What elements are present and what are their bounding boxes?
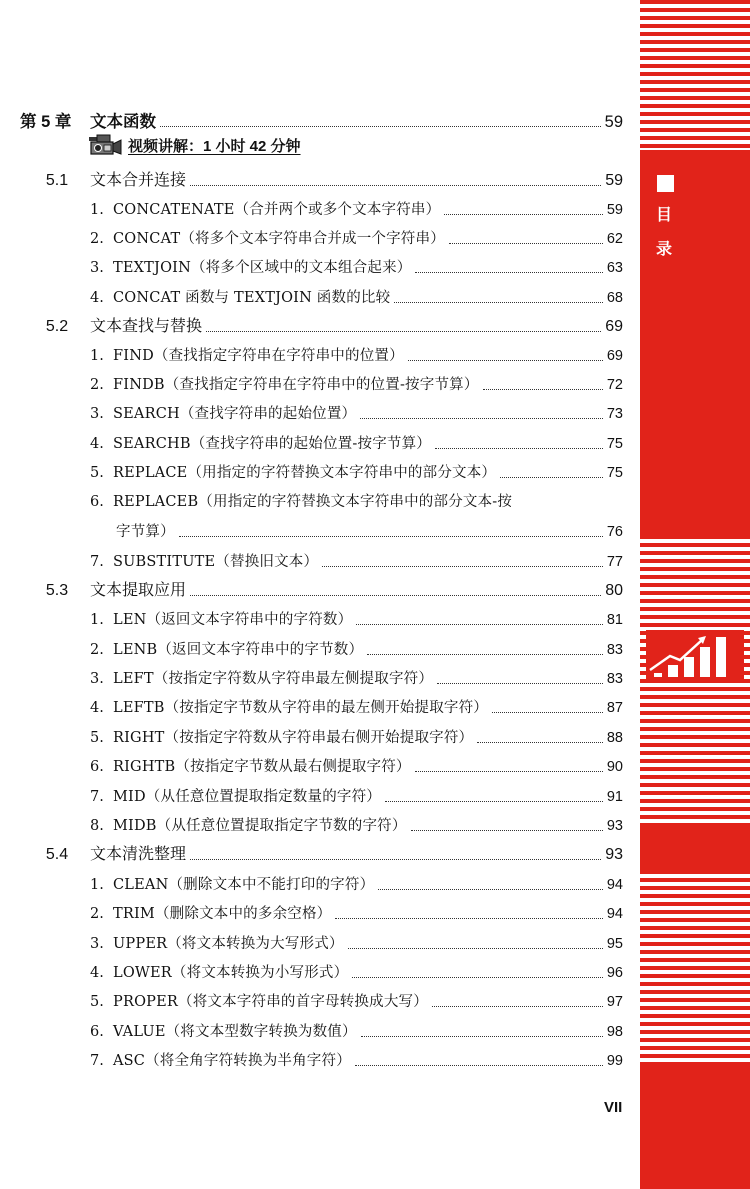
dot-leader bbox=[206, 331, 601, 332]
dot-leader bbox=[367, 654, 603, 655]
dot-leader bbox=[432, 1006, 603, 1007]
entry-title: VALUE（将文本型数字转换为数值） bbox=[113, 1024, 357, 1040]
entry-page: 75 bbox=[606, 465, 623, 481]
entry-page: 94 bbox=[606, 877, 623, 893]
dot-leader bbox=[160, 126, 601, 127]
entry-number: 2. bbox=[90, 231, 104, 247]
toc-entry-continued[interactable] bbox=[20, 518, 623, 542]
entry-title: TRIM（删除文本中的多余空格） bbox=[113, 906, 332, 922]
toc-entry[interactable] bbox=[20, 284, 623, 308]
entry-title: SUBSTITUTE（替换旧文本） bbox=[113, 554, 319, 570]
toc-entry[interactable] bbox=[20, 342, 623, 366]
side-tab-label: 录 bbox=[656, 239, 673, 258]
entry-page: 83 bbox=[606, 642, 623, 658]
entry-page: 95 bbox=[606, 936, 623, 952]
entry-number: 4. bbox=[90, 700, 104, 716]
side-tab-label: 目 bbox=[656, 205, 673, 224]
dot-leader bbox=[492, 712, 603, 713]
entry-title: RIGHTB（按指定字节数从最右侧提取字符） bbox=[113, 759, 411, 775]
entry-number: 1. bbox=[90, 348, 104, 364]
entry-title: LEFT（按指定字符数从字符串最左侧提取字符） bbox=[113, 671, 434, 687]
dot-leader bbox=[190, 185, 601, 186]
toc-entry[interactable] bbox=[20, 900, 623, 924]
entry-title: PROPER（将文本字符串的首字母转换成大写） bbox=[113, 994, 428, 1010]
toc-entry[interactable] bbox=[20, 665, 623, 689]
tab-block bbox=[640, 825, 750, 870]
entry-page: 94 bbox=[606, 906, 623, 922]
entry-title: UPPER（将文本转换为大写形式） bbox=[113, 936, 344, 952]
dot-leader bbox=[483, 389, 603, 390]
dot-leader bbox=[190, 859, 601, 860]
entry-number: 6. bbox=[90, 759, 104, 775]
dot-leader bbox=[394, 302, 603, 303]
toc-entry[interactable] bbox=[20, 400, 623, 424]
toc-entry[interactable] bbox=[20, 988, 623, 1012]
entry-number: 2. bbox=[90, 642, 104, 658]
entry-number: 7. bbox=[90, 789, 104, 805]
section-5-2[interactable] bbox=[20, 313, 623, 337]
entry-number: 3. bbox=[90, 671, 104, 687]
entry-page: 63 bbox=[606, 260, 623, 276]
section-5-3[interactable] bbox=[20, 577, 623, 601]
section-title: 文本提取应用 bbox=[90, 582, 187, 599]
entry-title: SEARCHB（查找字符串的起始位置-按字节算） bbox=[113, 436, 431, 452]
dot-leader bbox=[360, 418, 603, 419]
section-number: 5.4 bbox=[45, 846, 69, 863]
section-number: 5.1 bbox=[45, 172, 69, 189]
entry-title: FINDB（查找指定字符串在字符串中的位置-按字节算） bbox=[113, 377, 479, 393]
toc-entry[interactable] bbox=[20, 753, 623, 777]
entry-page: 99 bbox=[606, 1053, 623, 1069]
entry-title: SEARCH（查找字符串的起始位置） bbox=[113, 406, 357, 422]
toc-entry[interactable] bbox=[20, 1018, 623, 1042]
entry-title: CONCATENATE（合并两个或多个文本字符串） bbox=[113, 202, 441, 218]
entry-page: 59 bbox=[606, 202, 623, 218]
chapter-number: 第 5 章 bbox=[20, 113, 72, 131]
entry-page: 62 bbox=[606, 231, 623, 247]
toc-entry[interactable] bbox=[20, 1047, 623, 1071]
entry-number: 4. bbox=[90, 965, 104, 981]
growth-chart-icon bbox=[646, 630, 744, 682]
entry-page: 97 bbox=[606, 994, 623, 1010]
toc-entry[interactable] bbox=[20, 371, 623, 395]
video-camera-icon bbox=[88, 134, 122, 156]
section-page: 80 bbox=[605, 582, 623, 599]
entry-number: 5. bbox=[90, 994, 104, 1010]
chapter-heading[interactable] bbox=[20, 108, 623, 132]
toc-entry[interactable] bbox=[20, 225, 623, 249]
toc-entry[interactable] bbox=[20, 636, 623, 660]
toc-entry[interactable] bbox=[20, 430, 623, 454]
dot-leader bbox=[415, 771, 603, 772]
entry-number: 6. bbox=[90, 494, 104, 510]
entry-number: 1. bbox=[90, 877, 104, 893]
section-number: 5.2 bbox=[45, 318, 69, 335]
dot-leader bbox=[444, 214, 603, 215]
entry-title: REPLACEB（用指定的字符替换文本字符串中的部分文本-按 bbox=[113, 494, 513, 510]
section-5-1[interactable] bbox=[20, 167, 623, 191]
entry-page: 98 bbox=[606, 1024, 623, 1040]
entry-page: 69 bbox=[606, 348, 623, 364]
entry-page: 83 bbox=[606, 671, 623, 687]
toc-entry[interactable] bbox=[20, 606, 623, 630]
dot-leader bbox=[190, 595, 601, 596]
entry-number: 7. bbox=[90, 1053, 104, 1069]
entry-page: 73 bbox=[606, 406, 623, 422]
entry-number: 4. bbox=[90, 436, 104, 452]
dot-leader bbox=[500, 477, 603, 478]
entry-page: 88 bbox=[606, 730, 623, 746]
section-title: 文本查找与替换 bbox=[90, 318, 203, 335]
entry-number: 1. bbox=[90, 612, 104, 628]
entry-number: 3. bbox=[90, 936, 104, 952]
section-page: 69 bbox=[605, 318, 623, 335]
entry-title: MIDB（从任意位置提取指定字节数的字符） bbox=[113, 818, 407, 834]
stripe-band bbox=[640, 0, 750, 150]
dot-leader bbox=[356, 624, 603, 625]
entry-number: 3. bbox=[90, 406, 104, 422]
toc-entry[interactable] bbox=[20, 254, 623, 278]
dot-leader bbox=[437, 683, 603, 684]
toc-entry[interactable] bbox=[20, 488, 580, 512]
side-tab bbox=[640, 0, 750, 1189]
entry-number: 2. bbox=[90, 377, 104, 393]
dot-leader bbox=[355, 1065, 603, 1066]
toc-entry[interactable] bbox=[20, 694, 623, 718]
toc-entry[interactable] bbox=[20, 812, 623, 836]
dot-leader bbox=[335, 918, 602, 919]
dot-leader bbox=[449, 243, 603, 244]
entry-title: TEXTJOIN（将多个区域中的文本组合起来） bbox=[113, 260, 412, 276]
dot-leader bbox=[378, 889, 603, 890]
dot-leader bbox=[477, 742, 603, 743]
tab-block bbox=[640, 1065, 750, 1189]
dot-leader bbox=[408, 360, 603, 361]
entry-number: 1. bbox=[90, 202, 104, 218]
entry-number: 5. bbox=[90, 465, 104, 481]
chapter-page: 59 bbox=[604, 113, 623, 131]
chapter-title: 文本函数 bbox=[90, 113, 156, 131]
section-number: 5.3 bbox=[45, 582, 69, 599]
dot-leader bbox=[435, 448, 603, 449]
entry-page: 87 bbox=[606, 700, 623, 716]
toc-entry[interactable] bbox=[20, 459, 623, 483]
dot-leader bbox=[361, 1036, 603, 1037]
entry-number: 7. bbox=[90, 554, 104, 570]
toc-entry[interactable] bbox=[20, 196, 623, 220]
section-title: 文本合并连接 bbox=[90, 172, 187, 189]
entry-page: 77 bbox=[606, 554, 623, 570]
video-duration-label: 视频讲解：1 小时 42 分钟 bbox=[128, 137, 301, 155]
entry-title: CONCAT 函数与 TEXTJOIN 函数的比较 bbox=[113, 290, 391, 306]
entry-page: 81 bbox=[606, 612, 623, 628]
dot-leader bbox=[415, 272, 602, 273]
toc-entry[interactable] bbox=[20, 548, 623, 572]
entry-title: ASC（将全角字符转换为半角字符） bbox=[113, 1053, 351, 1069]
section-page: 93 bbox=[605, 846, 623, 863]
toc-entry[interactable] bbox=[20, 724, 623, 748]
dot-leader bbox=[352, 977, 603, 978]
square-icon bbox=[657, 175, 674, 192]
entry-page: 68 bbox=[606, 290, 623, 306]
entry-number: 3. bbox=[90, 260, 104, 276]
page-folio: VII bbox=[604, 1099, 623, 1116]
toc-entry[interactable] bbox=[20, 930, 623, 954]
video-lecture-info[interactable] bbox=[88, 132, 301, 158]
entry-title: CLEAN（删除文本中不能打印的字符） bbox=[113, 877, 375, 893]
section-title: 文本清洗整理 bbox=[90, 846, 187, 863]
dot-leader bbox=[322, 566, 603, 567]
entry-page: 91 bbox=[606, 789, 623, 805]
dot-leader bbox=[411, 830, 603, 831]
toc-entry[interactable] bbox=[20, 871, 623, 895]
toc-entry[interactable] bbox=[20, 783, 623, 807]
entry-title: LEFTB（按指定字节数从字符串的最左侧开始提取字符） bbox=[113, 700, 488, 716]
entry-number: 2. bbox=[90, 906, 104, 922]
entry-number: 5. bbox=[90, 730, 104, 746]
entry-title: MID（从任意位置提取指定数量的字符） bbox=[113, 789, 381, 805]
entry-page: 90 bbox=[606, 759, 623, 775]
entry-title: RIGHT（按指定字符数从字符串最右侧开始提取字符） bbox=[113, 730, 474, 746]
stripe-band bbox=[640, 870, 750, 1065]
entry-page: 72 bbox=[606, 377, 623, 393]
section-page: 59 bbox=[605, 172, 623, 189]
entry-page: 96 bbox=[606, 965, 623, 981]
entry-title: REPLACE（用指定的字符替换文本字符串中的部分文本） bbox=[113, 465, 497, 481]
entry-title: CONCAT（将多个文本字符串合并成一个字符串） bbox=[113, 231, 445, 247]
section-5-4[interactable] bbox=[20, 841, 623, 865]
dot-leader bbox=[348, 948, 603, 949]
entry-page: 93 bbox=[606, 818, 623, 834]
entry-number: 4. bbox=[90, 290, 104, 306]
entry-title: LENB（返回文本字符串中的字节数） bbox=[113, 642, 364, 658]
entry-title: LOWER（将文本转换为小写形式） bbox=[113, 965, 349, 981]
entry-title-continued: 字节算） bbox=[116, 524, 175, 540]
entry-number: 8. bbox=[90, 818, 104, 834]
entry-title: LEN（返回文本字符串中的字符数） bbox=[113, 612, 353, 628]
entry-page: 76 bbox=[606, 524, 623, 540]
entry-page: 75 bbox=[606, 436, 623, 452]
toc-entry[interactable] bbox=[20, 959, 623, 983]
entry-title: FIND（查找指定字符串在字符串中的位置） bbox=[113, 348, 404, 364]
dot-leader bbox=[385, 801, 603, 802]
dot-leader bbox=[179, 536, 603, 537]
entry-number: 6. bbox=[90, 1024, 104, 1040]
